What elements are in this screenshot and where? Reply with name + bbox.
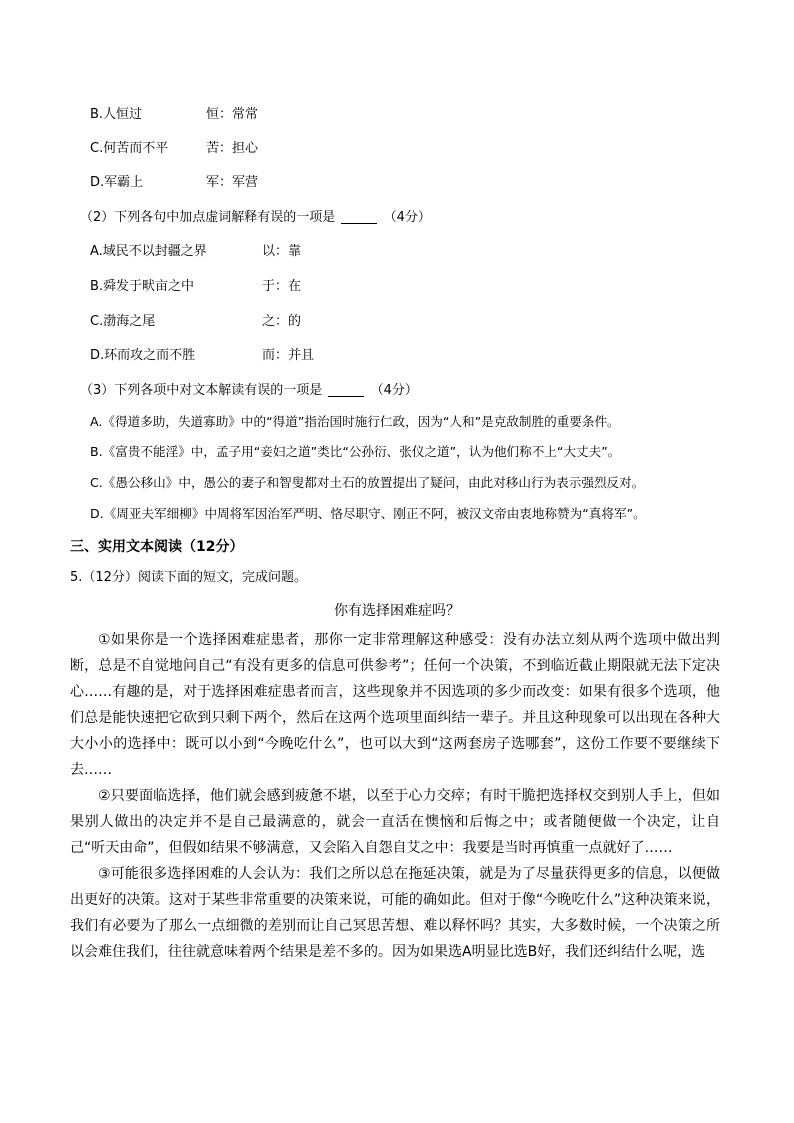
section-heading: 三、实用文本阅读（12分）: [70, 539, 244, 555]
answer-blank[interactable]: [328, 384, 364, 397]
paragraph-3: ③可能很多选择困难的人会认为：我们之所以总在拖延决策，就是为了尽量获得更多的信息，以便做出更好的决策。这对于某些非常重要的决策来说，可能的确如此。但对于像“今晚吃什么”这种决策来说，我们有必要为了那么一点细微的差别而让自己冥思苦想、难以释怀吗？其实，大多数时候，一个决策之所以会难住我们，往往就意味着两个结果是差不多的。因为如果选A明显比选B好，我们还纠结什么呢，选: [70, 866, 720, 960]
q2-stem: （2）下列各句中加点虚词解释有误的一项是 （4分）: [80, 210, 431, 225]
q3-option-a: A.《得道多助，失道寡助》中的“得道”指治国时施行仁政，因为“人和”是克敌制胜的重要条件。: [90, 414, 620, 429]
paragraph-2: ②只要面临选择，他们就会感到疲惫不堪，以至于心力交瘁；有时干脆把选择权交到别人手上，但如果别人做出的决定并不是自己最满意的，就会一直活在懊恼和后悔之中；或者随便做一个决定，让自己“听天由命”，但假如结果不够满意，又会陷入自怨自艾之中：我要是当时再慎重一点就好了……: [70, 788, 720, 856]
q3-stem: （3）下列各项中对文本解读有误的一项是 （4分）: [80, 383, 418, 398]
article-title: 你有选择困难症吗？: [334, 603, 460, 619]
q3-option-d: D.《周亚夫军细柳》中周将军因治军严明、恪尽职守、刚正不阿，被汉文帝由衷地称赞为“真将军”。: [90, 506, 646, 521]
q3-option-c: C.《愚公移山》中，愚公的妻子和智叟都对土石的放置提出了疑问，由此对移山行为表示强烈反对。: [90, 475, 645, 490]
article-body: [70, 627, 720, 965]
paragraph-1: ①如果你是一个选择困难症患者，那你一定非常理解这种感受：没有办法立刻从两个选项中做出判断，总是不自觉地问自己“有没有更多的信息可供参考”；任何一个决策，不到临近截止期限就无法下定决心……有趣的是，对于选择困难症患者而言，这些现象并不因选项的多少而改变：如果有很多个选项，他们总是能快速把它砍到只剩下两个，然后在这两个选项里面纠结一辈子。并且这种现象可以出现在各种大大小小的选择中：既可以小到“今晚吃什么”，也可以大到“这两套房子选哪套”，这份工作要不要继续下去……: [70, 632, 720, 778]
answer-blank[interactable]: [341, 211, 377, 224]
q3-option-b: B.《富贵不能淫》中，孟子用“妾妇之道”类比“公孙衍、张仪之道”，认为他们称不上“大丈夫”。: [90, 444, 621, 459]
q5-stem: 5.（12分）阅读下面的短文，完成问题。: [70, 570, 307, 585]
